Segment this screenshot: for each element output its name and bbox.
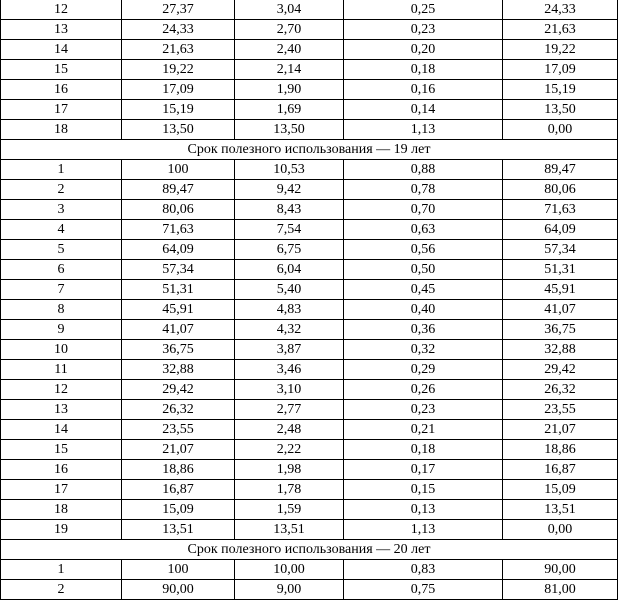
year-cell: 8 <box>1 300 122 320</box>
opening-value-cell: 26,32 <box>122 400 235 420</box>
table-row <box>1 340 618 360</box>
year-cell: 9 <box>1 320 122 340</box>
year-cell: 10 <box>1 340 122 360</box>
table-row <box>1 560 618 580</box>
closing-value-cell: 45,91 <box>503 280 618 300</box>
annual-amount-cell: 2,22 <box>235 440 344 460</box>
year-cell: 17 <box>1 480 122 500</box>
annual-amount-cell: 3,04 <box>235 0 344 20</box>
opening-value-cell: 36,75 <box>122 340 235 360</box>
annual-amount-cell: 1,98 <box>235 460 344 480</box>
table-row <box>1 60 618 80</box>
annual-amount-cell: 2,48 <box>235 420 344 440</box>
monthly-amount-cell: 0,18 <box>344 60 503 80</box>
closing-value-cell: 32,88 <box>503 340 618 360</box>
monthly-amount-cell: 0,17 <box>344 460 503 480</box>
annual-amount-cell: 3,46 <box>235 360 344 380</box>
monthly-amount-cell: 0,83 <box>344 560 503 580</box>
year-cell: 16 <box>1 80 122 100</box>
annual-amount-cell: 2,40 <box>235 40 344 60</box>
annual-amount-cell: 4,32 <box>235 320 344 340</box>
table-body <box>1 0 618 600</box>
annual-amount-cell: 7,54 <box>235 220 344 240</box>
opening-value-cell: 15,09 <box>122 500 235 520</box>
opening-value-cell: 16,87 <box>122 480 235 500</box>
annual-amount-cell: 2,14 <box>235 60 344 80</box>
annual-amount-cell: 10,00 <box>235 560 344 580</box>
table-row <box>1 80 618 100</box>
monthly-amount-cell: 0,16 <box>344 80 503 100</box>
year-cell: 17 <box>1 100 122 120</box>
table-row <box>1 0 618 20</box>
annual-amount-cell: 2,77 <box>235 400 344 420</box>
closing-value-cell: 24,33 <box>503 0 618 20</box>
monthly-amount-cell: 0,18 <box>344 440 503 460</box>
closing-value-cell: 36,75 <box>503 320 618 340</box>
opening-value-cell: 64,09 <box>122 240 235 260</box>
table-row <box>1 420 618 440</box>
annual-amount-cell: 2,70 <box>235 20 344 40</box>
annual-amount-cell: 9,42 <box>235 180 344 200</box>
year-cell: 12 <box>1 380 122 400</box>
monthly-amount-cell: 0,50 <box>344 260 503 280</box>
monthly-amount-cell: 0,63 <box>344 220 503 240</box>
year-cell: 18 <box>1 500 122 520</box>
annual-amount-cell: 4,83 <box>235 300 344 320</box>
table-row <box>1 360 618 380</box>
opening-value-cell: 89,47 <box>122 180 235 200</box>
opening-value-cell: 15,19 <box>122 100 235 120</box>
opening-value-cell: 100 <box>122 160 235 180</box>
opening-value-cell: 51,31 <box>122 280 235 300</box>
closing-value-cell: 21,07 <box>503 420 618 440</box>
table-row <box>1 400 618 420</box>
year-cell: 15 <box>1 60 122 80</box>
table-row <box>1 300 618 320</box>
opening-value-cell: 71,63 <box>122 220 235 240</box>
closing-value-cell: 0,00 <box>503 120 618 140</box>
year-cell: 16 <box>1 460 122 480</box>
monthly-amount-cell: 0,56 <box>344 240 503 260</box>
closing-value-cell: 0,00 <box>503 520 618 540</box>
year-cell: 3 <box>1 200 122 220</box>
table-row <box>1 480 618 500</box>
closing-value-cell: 17,09 <box>503 60 618 80</box>
opening-value-cell: 41,07 <box>122 320 235 340</box>
monthly-amount-cell: 0,26 <box>344 380 503 400</box>
monthly-amount-cell: 0,29 <box>344 360 503 380</box>
opening-value-cell: 21,07 <box>122 440 235 460</box>
monthly-amount-cell: 0,25 <box>344 0 503 20</box>
annual-amount-cell: 13,51 <box>235 520 344 540</box>
monthly-amount-cell: 0,23 <box>344 400 503 420</box>
table-row <box>1 520 618 540</box>
opening-value-cell: 23,55 <box>122 420 235 440</box>
closing-value-cell: 71,63 <box>503 200 618 220</box>
closing-value-cell: 19,22 <box>503 40 618 60</box>
table-row <box>1 240 618 260</box>
table-row <box>1 220 618 240</box>
opening-value-cell: 57,34 <box>122 260 235 280</box>
annual-amount-cell: 13,50 <box>235 120 344 140</box>
opening-value-cell: 13,51 <box>122 520 235 540</box>
table-row <box>1 20 618 40</box>
annual-amount-cell: 6,04 <box>235 260 344 280</box>
opening-value-cell: 18,86 <box>122 460 235 480</box>
annual-amount-cell: 10,53 <box>235 160 344 180</box>
table-row <box>1 280 618 300</box>
closing-value-cell: 57,34 <box>503 240 618 260</box>
year-cell: 12 <box>1 0 122 20</box>
closing-value-cell: 13,50 <box>503 100 618 120</box>
year-cell: 7 <box>1 280 122 300</box>
closing-value-cell: 29,42 <box>503 360 618 380</box>
year-cell: 14 <box>1 420 122 440</box>
closing-value-cell: 81,00 <box>503 580 618 600</box>
monthly-amount-cell: 0,70 <box>344 200 503 220</box>
closing-value-cell: 15,19 <box>503 80 618 100</box>
opening-value-cell: 17,09 <box>122 80 235 100</box>
table-row <box>1 440 618 460</box>
table-row <box>1 500 618 520</box>
table-row <box>1 380 618 400</box>
year-cell: 15 <box>1 440 122 460</box>
section-heading: Срок полезного использования — 20 лет <box>1 540 618 560</box>
year-cell: 4 <box>1 220 122 240</box>
monthly-amount-cell: 0,75 <box>344 580 503 600</box>
annual-amount-cell: 9,00 <box>235 580 344 600</box>
opening-value-cell: 21,63 <box>122 40 235 60</box>
year-cell: 14 <box>1 40 122 60</box>
table-row <box>1 260 618 280</box>
section-heading: Срок полезного использования — 19 лет <box>1 140 618 160</box>
monthly-amount-cell: 0,23 <box>344 20 503 40</box>
year-cell: 1 <box>1 160 122 180</box>
year-cell: 2 <box>1 580 122 600</box>
closing-value-cell: 15,09 <box>503 480 618 500</box>
closing-value-cell: 18,86 <box>503 440 618 460</box>
year-cell: 19 <box>1 520 122 540</box>
opening-value-cell: 45,91 <box>122 300 235 320</box>
opening-value-cell: 19,22 <box>122 60 235 80</box>
monthly-amount-cell: 0,20 <box>344 40 503 60</box>
closing-value-cell: 16,87 <box>503 460 618 480</box>
closing-value-cell: 23,55 <box>503 400 618 420</box>
closing-value-cell: 90,00 <box>503 560 618 580</box>
closing-value-cell: 13,51 <box>503 500 618 520</box>
annual-amount-cell: 1,59 <box>235 500 344 520</box>
monthly-amount-cell: 1,13 <box>344 120 503 140</box>
annual-amount-cell: 6,75 <box>235 240 344 260</box>
closing-value-cell: 26,32 <box>503 380 618 400</box>
table-row <box>1 160 618 180</box>
annual-amount-cell: 1,90 <box>235 80 344 100</box>
table-row <box>1 120 618 140</box>
table-row <box>1 200 618 220</box>
annual-amount-cell: 3,87 <box>235 340 344 360</box>
table-row <box>1 460 618 480</box>
year-cell: 13 <box>1 20 122 40</box>
annual-amount-cell: 5,40 <box>235 280 344 300</box>
opening-value-cell: 13,50 <box>122 120 235 140</box>
monthly-amount-cell: 0,14 <box>344 100 503 120</box>
annual-amount-cell: 3,10 <box>235 380 344 400</box>
opening-value-cell: 100 <box>122 560 235 580</box>
closing-value-cell: 64,09 <box>503 220 618 240</box>
monthly-amount-cell: 1,13 <box>344 520 503 540</box>
monthly-amount-cell: 0,88 <box>344 160 503 180</box>
section-heading-row <box>1 540 618 560</box>
monthly-amount-cell: 0,40 <box>344 300 503 320</box>
annual-amount-cell: 8,43 <box>235 200 344 220</box>
opening-value-cell: 80,06 <box>122 200 235 220</box>
opening-value-cell: 24,33 <box>122 20 235 40</box>
monthly-amount-cell: 0,36 <box>344 320 503 340</box>
closing-value-cell: 80,06 <box>503 180 618 200</box>
year-cell: 1 <box>1 560 122 580</box>
closing-value-cell: 21,63 <box>503 20 618 40</box>
opening-value-cell: 27,37 <box>122 0 235 20</box>
table-row <box>1 100 618 120</box>
year-cell: 5 <box>1 240 122 260</box>
opening-value-cell: 29,42 <box>122 380 235 400</box>
opening-value-cell: 32,88 <box>122 360 235 380</box>
annual-amount-cell: 1,78 <box>235 480 344 500</box>
year-cell: 13 <box>1 400 122 420</box>
table-row <box>1 580 618 600</box>
opening-value-cell: 90,00 <box>122 580 235 600</box>
monthly-amount-cell: 0,78 <box>344 180 503 200</box>
closing-value-cell: 41,07 <box>503 300 618 320</box>
table-row <box>1 320 618 340</box>
year-cell: 18 <box>1 120 122 140</box>
monthly-amount-cell: 0,45 <box>344 280 503 300</box>
annual-amount-cell: 1,69 <box>235 100 344 120</box>
year-cell: 6 <box>1 260 122 280</box>
closing-value-cell: 89,47 <box>503 160 618 180</box>
table-row <box>1 180 618 200</box>
monthly-amount-cell: 0,13 <box>344 500 503 520</box>
table-row <box>1 40 618 60</box>
monthly-amount-cell: 0,21 <box>344 420 503 440</box>
monthly-amount-cell: 0,32 <box>344 340 503 360</box>
year-cell: 2 <box>1 180 122 200</box>
year-cell: 11 <box>1 360 122 380</box>
section-heading-row <box>1 140 618 160</box>
closing-value-cell: 51,31 <box>503 260 618 280</box>
monthly-amount-cell: 0,15 <box>344 480 503 500</box>
